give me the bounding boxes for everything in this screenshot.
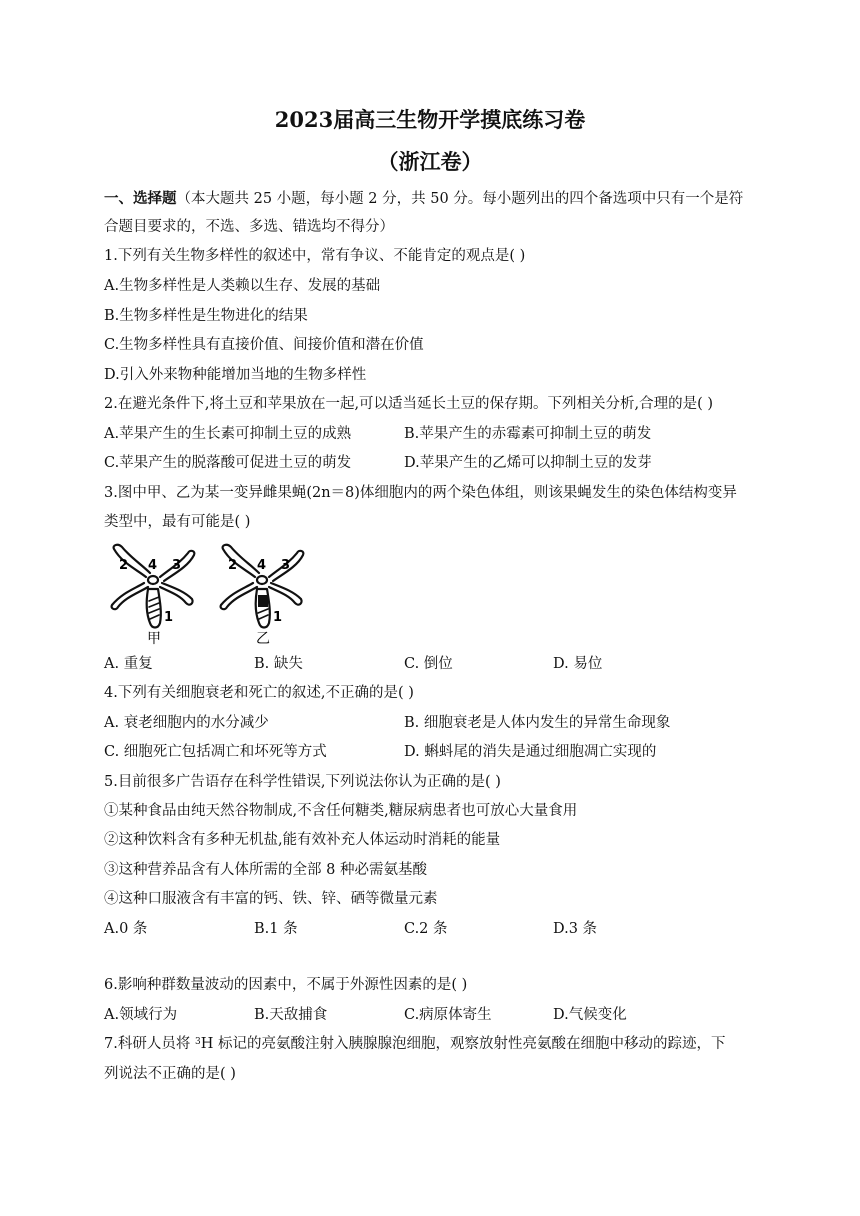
q4-option-b: B. 细胞衰老是人体内发生的异常生命现象 <box>404 715 671 731</box>
q1-option-c: C.生物多样性具有直接价值、间接价值和潜在价值 <box>104 337 424 353</box>
q6-option-b: B.天敌捕食 <box>254 1007 328 1023</box>
q4-option-c: C. 细胞死亡包括凋亡和坏死等方式 <box>104 744 327 760</box>
figure-number-1-yi: 1 <box>273 610 283 625</box>
section-instructions-line1: （本大题共 25 小题，每小题 2 分，共 50 分。每小题列出的四个备选项中只有一个是符 <box>176 191 744 207</box>
chromosome-figure <box>104 543 314 648</box>
q5-stem: 5.目前很多广告语存在科学性错误,下列说法你认为正确的是( ) <box>104 774 501 790</box>
q5-statement-4: ④这种口服液含有丰富的钙、铁、锌、硒等微量元素 <box>104 891 438 907</box>
q1-stem: 1.下列有关生物多样性的叙述中，常有争议、不能肯定的观点是( ) <box>104 248 526 264</box>
q1-option-b: B.生物多样性是生物进化的结果 <box>104 308 308 324</box>
figure-label-yi: 乙 <box>256 631 270 647</box>
q6-stem: 6.影响种群数量波动的因素中，不属于外源性因素的是( ) <box>104 977 468 993</box>
q3-option-b: B. 缺失 <box>254 656 303 672</box>
page-subtitle: （浙江卷） <box>377 149 483 174</box>
q5-option-b: B.1 条 <box>254 921 298 937</box>
q6-option-a: A.领域行为 <box>104 1007 178 1023</box>
section-instructions-line2: 合题目要求的，不选、多选、错选均不得分） <box>104 219 394 235</box>
figure-number-3-yi: 3 <box>281 558 291 573</box>
q2-option-b: B.苹果产生的赤霉素可抑制土豆的萌发 <box>404 426 652 442</box>
q5-statement-1: ①某种食品由纯天然谷物制成,不含任何糖类,糖尿病患者也可放心大量食用 <box>104 803 578 819</box>
section-instructions <box>104 189 743 209</box>
chromosome-2-lower-jia <box>112 583 148 609</box>
figure-number-3-jia: 3 <box>172 558 182 573</box>
q4-option-a: A. 衰老细胞内的水分减少 <box>104 715 269 731</box>
q1-option-d: D.引入外来物种能增加当地的生物多样性 <box>104 367 367 383</box>
page-title: 2023届高三生物开学摸底练习卷 <box>274 107 586 132</box>
chromosome-1-jia <box>147 589 161 628</box>
q3-stem-line1: 3.图中甲、乙为某一变异雌果蝇(2n＝8)体细胞内的两个染色体组，则该果蝇发生的染色体结构变异 <box>104 485 737 501</box>
q6-option-c: C.病原体寄生 <box>404 1007 492 1023</box>
figure-number-2-jia: 2 <box>119 558 129 573</box>
q5-statement-2: ②这种饮料含有多种无机盐,能有效补充人体运动时消耗的能量 <box>104 832 501 848</box>
figure-number-4-jia: 4 <box>148 558 158 573</box>
q7-stem-line2: 列说法不正确的是( ) <box>104 1066 236 1082</box>
q4-stem: 4.下列有关细胞衰老和死亡的叙述,不正确的是( ) <box>104 685 414 701</box>
chromosome-4-jia <box>148 576 158 584</box>
q2-stem: 2.在避光条件下,将土豆和苹果放在一起,可以适当延长土豆的保存期。下列相关分析,合理的是( ) <box>104 396 714 412</box>
q2-option-c: C.苹果产生的脱落酸可促进土豆的萌发 <box>104 455 352 471</box>
q2-option-d: D.苹果产生的乙烯可以抑制土豆的发芽 <box>404 455 652 471</box>
figure-label-jia: 甲 <box>147 631 161 647</box>
q5-option-a: A.0 条 <box>104 921 148 937</box>
chromosome-3-lower-jia <box>160 583 193 605</box>
q5-option-c: C.2 条 <box>404 921 448 937</box>
q3-option-c: C. 倒位 <box>404 656 453 672</box>
q3-option-d: D. 易位 <box>553 656 603 672</box>
q5-option-d: D.3 条 <box>553 921 598 937</box>
q1-option-a: A.生物多样性是人类赖以生存、发展的基础 <box>104 278 381 294</box>
q3-option-a: A. 重复 <box>104 656 153 672</box>
q7-stem-post: H 标记的亮氨酸注射入胰腺腺泡细胞，观察放射性亮氨酸在细胞中移动的踪迹，下 <box>200 1036 726 1052</box>
q3-stem-line2: 类型中，最有可能是( ) <box>104 514 251 530</box>
figure-number-2-yi: 2 <box>228 558 238 573</box>
q4-option-d: D. 蝌蚪尾的消失是通过细胞凋亡实现的 <box>404 744 657 760</box>
q6-option-d: D.气候变化 <box>553 1007 627 1023</box>
q7-stem-pre: 7.科研人员将 <box>104 1036 195 1052</box>
q5-statement-3: ③这种营养品含有人体所需的全部 8 种必需氨基酸 <box>104 862 427 878</box>
q2-option-a: A.苹果产生的生长素可抑制土豆的成熟 <box>104 426 352 442</box>
figure-number-1-jia: 1 <box>164 610 174 625</box>
q7-stem-line1 <box>104 1034 725 1054</box>
section-heading: 一、选择题 <box>104 190 177 207</box>
figure-number-4-yi: 4 <box>257 558 267 573</box>
q7-superscript: 3 <box>194 1037 201 1047</box>
